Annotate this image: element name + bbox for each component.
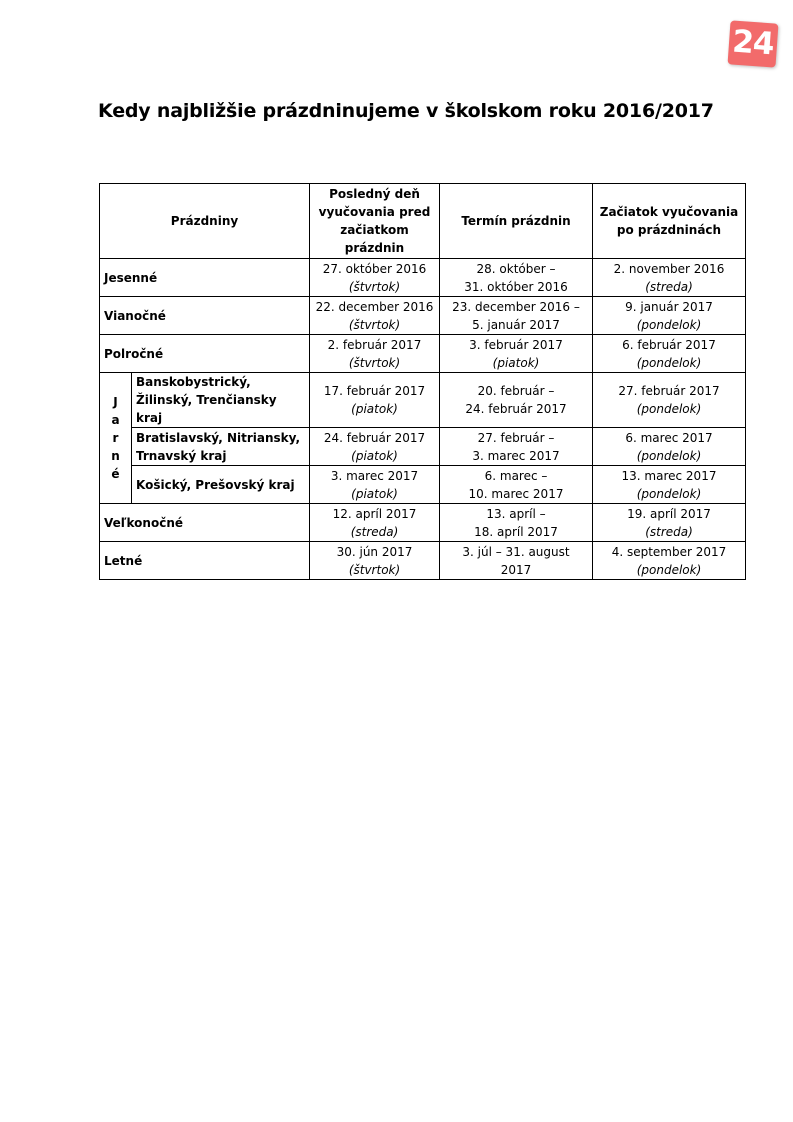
region-name: Bratislavský, Nitriansky, Trnavský kraj — [132, 428, 310, 466]
table-row-autumn — [100, 259, 746, 297]
last-day-cell: 24. február 2017 (piatok) — [310, 428, 440, 466]
last-day-cell: 17. február 2017 (piatok) — [310, 373, 440, 428]
table-row-easter — [100, 504, 746, 542]
header-term: Termín prázdnin — [440, 184, 593, 259]
start-cell: 2. november 2016 (streda) — [593, 259, 746, 297]
table-row-christmas — [100, 297, 746, 335]
table-row-spring-2 — [100, 428, 746, 466]
last-day-cell: 12. apríl 2017 (streda) — [310, 504, 440, 542]
last-day-cell: 3. marec 2017 (piatok) — [310, 466, 440, 504]
last-day-cell: 30. jún 2017 (štvrtok) — [310, 542, 440, 580]
term-cell: 3. február 2017 (piatok) — [440, 335, 593, 373]
header-holidays: Prázdniny — [100, 184, 310, 259]
holiday-name: Vianočné — [100, 297, 310, 335]
term-cell: 23. december 2016 – 5. január 2017 — [440, 297, 593, 335]
table-row-midyear — [100, 335, 746, 373]
holiday-name: Letné — [100, 542, 310, 580]
logo-text: 24 — [731, 23, 775, 63]
holidays-table — [99, 183, 746, 580]
region-name: Banskobystrický, Žilinský, Trenčiansky kraj — [132, 373, 310, 428]
site-logo[interactable] — [729, 22, 777, 66]
last-day-cell: 22. december 2016 (štvrtok) — [310, 297, 440, 335]
start-cell: 19. apríl 2017 (streda) — [593, 504, 746, 542]
start-cell: 6. marec 2017 (pondelok) — [593, 428, 746, 466]
term-cell: 6. marec – 10. marec 2017 — [440, 466, 593, 504]
page-title: Kedy najbližšie prázdninujeme v školskom roku 2016/2017 — [98, 100, 714, 122]
holiday-name: Polročné — [100, 335, 310, 373]
header-row — [100, 184, 746, 259]
term-cell: 27. február – 3. marec 2017 — [440, 428, 593, 466]
term-cell: 13. apríl – 18. apríl 2017 — [440, 504, 593, 542]
holiday-name: Jesenné — [100, 259, 310, 297]
last-day-cell: 2. február 2017 (štvrtok) — [310, 335, 440, 373]
holiday-name: Veľkonočné — [100, 504, 310, 542]
spring-label-vertical: J a r n é — [100, 373, 132, 504]
table-row-spring-3 — [100, 466, 746, 504]
start-cell: 13. marec 2017 (pondelok) — [593, 466, 746, 504]
header-last-day: Posledný deň vyučovania pred začiatkom prázdnin — [310, 184, 440, 259]
start-cell: 4. september 2017 (pondelok) — [593, 542, 746, 580]
start-cell: 27. február 2017 (pondelok) — [593, 373, 746, 428]
start-cell: 9. január 2017 (pondelok) — [593, 297, 746, 335]
start-cell: 6. február 2017 (pondelok) — [593, 335, 746, 373]
term-cell: 28. október – 31. október 2016 — [440, 259, 593, 297]
table-row-spring-1 — [100, 373, 746, 428]
header-start: Začiatok vyučovania po prázdninách — [593, 184, 746, 259]
term-cell: 20. február – 24. február 2017 — [440, 373, 593, 428]
region-name: Košický, Prešovský kraj — [132, 466, 310, 504]
table-row-summer — [100, 542, 746, 580]
last-day-cell: 27. október 2016 (štvrtok) — [310, 259, 440, 297]
term-cell: 3. júl – 31. august 2017 — [440, 542, 593, 580]
